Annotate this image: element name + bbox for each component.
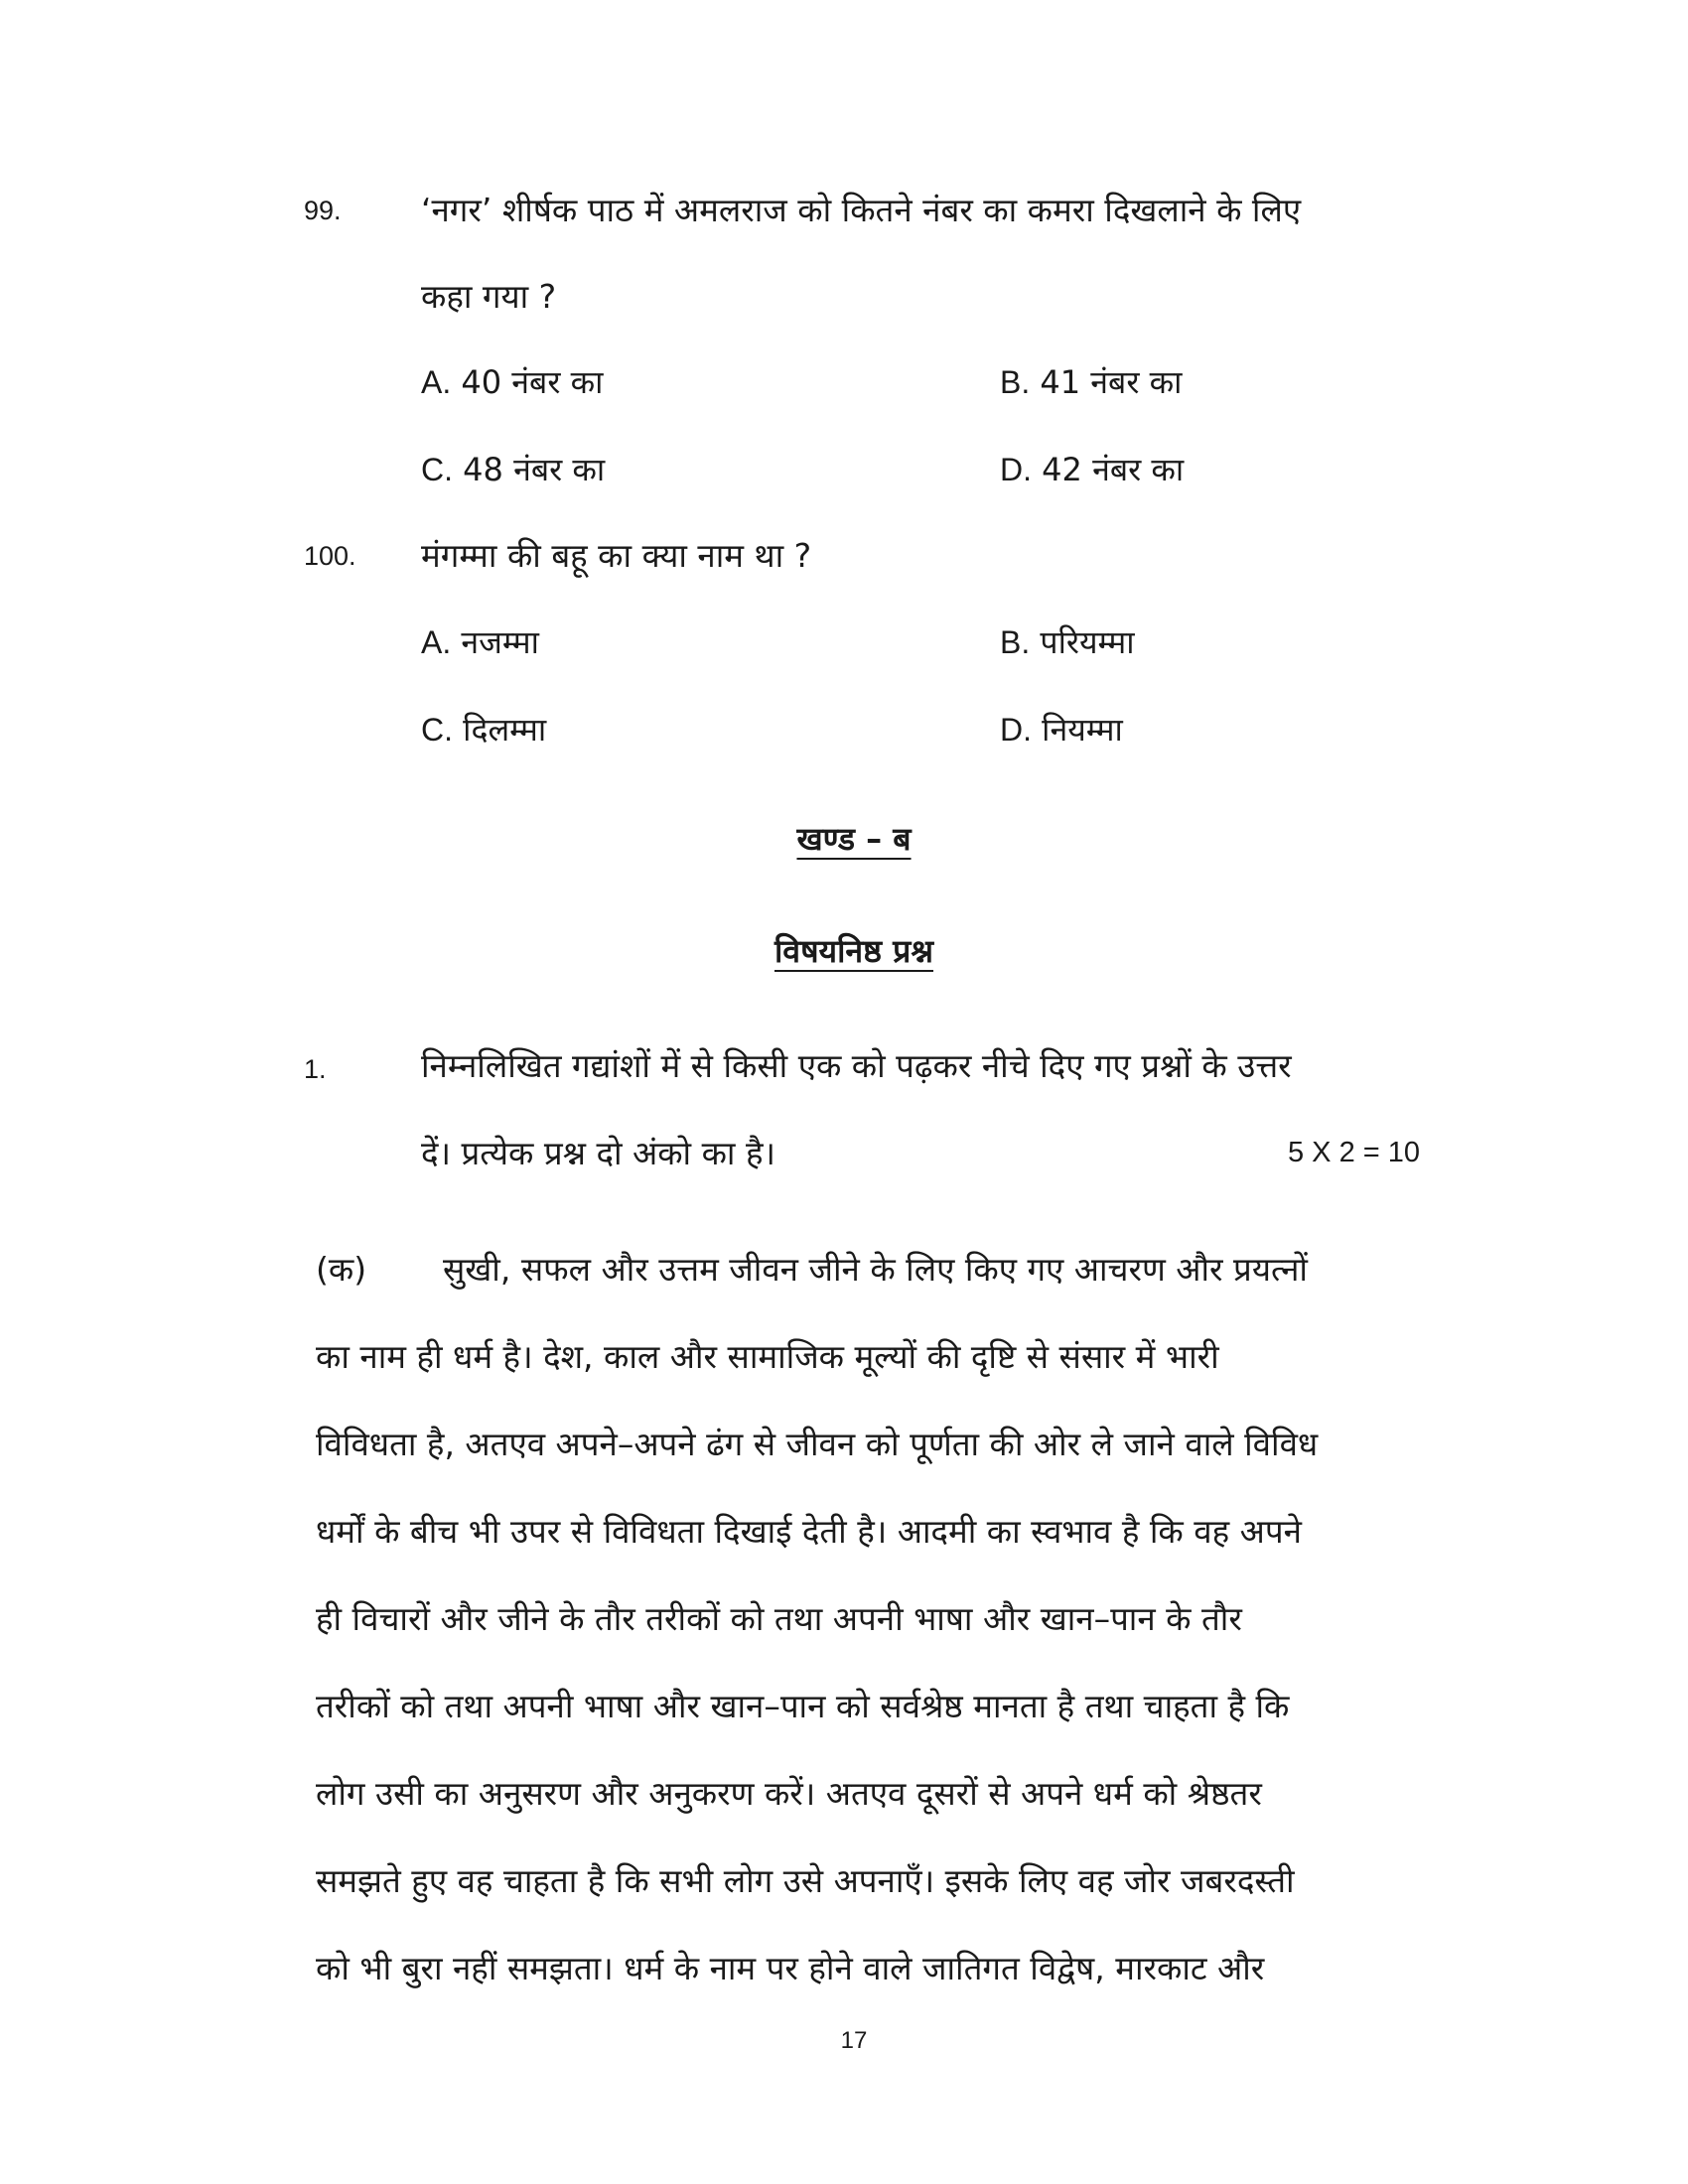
passage-line: लोग उसी का अनुसरण और अनुकरण करें। अतएव दूसरों से अपने धर्म को श्रेष्ठतर (316, 1774, 1262, 1813)
option-letter: D. (1000, 712, 1032, 748)
question-100-option-c (421, 708, 546, 751)
question-99-text-line1: ‘नगर’ शीर्षक पाठ में अमलराज को कितने नंबर का कमरा दिखलाने के लिए (421, 191, 1302, 229)
subjective-question-line1: निम्नलिखित गद्यांशों में से किसी एक को पढ़कर नीचे दिए गए प्रश्नों के उत्तर (421, 1046, 1292, 1085)
question-99-text-line2: कहा गया ? (421, 277, 557, 316)
passage-line: तरीकों को तथा अपनी भाषा और खान–पान को सर्वश्रेष्ठ मानता है तथा चाहता है कि (316, 1687, 1290, 1725)
option-text: दिलम्मा (463, 711, 547, 749)
question-99-option-c (421, 448, 605, 490)
option-text: नियम्मा (1042, 711, 1123, 749)
section-subtitle: विषयनिष्ठ प्रश्न (774, 932, 933, 970)
passage-line: विविधता है, अतएव अपने–अपने ढंग से जीवन को पूर्णता की ओर ले जाने वाले विविध (316, 1425, 1319, 1463)
passage-label: (क) (316, 1250, 367, 1289)
question-number-100: 100. (304, 541, 356, 571)
option-letter: A. (421, 364, 452, 400)
subjective-question-line2: दें। प्रत्येक प्रश्न दो अंको का है। (421, 1134, 776, 1172)
page-number: 17 (840, 2027, 868, 2054)
subjective-question-number: 1. (304, 1054, 327, 1084)
question-99-option-a (421, 360, 603, 403)
option-text: नजम्मा (461, 623, 539, 661)
passage-line: धर्मों के बीच भी उपर से विविधता दिखाई देती है। आदमी का स्वभाव है कि वह अपने (316, 1512, 1302, 1551)
option-letter: C. (421, 452, 453, 487)
option-text: परियम्मा (1040, 623, 1135, 661)
passage-line: को भी बुरा नहीं समझता। धर्म के नाम पर होने वाले जातिगत विद्वेष, मारकाट और (316, 1949, 1265, 1987)
passage-line: सुखी, सफल और उत्तम जीवन जीने के लिए किए गए आचरण और प्रयत्नों (443, 1250, 1308, 1289)
question-100-text: मंगम्मा की बहू का क्या नाम था ? (421, 536, 812, 575)
question-99-option-d (1000, 448, 1184, 490)
option-letter: D. (1000, 452, 1032, 487)
option-text: 40 नंबर का (461, 363, 604, 401)
question-100-option-b (1000, 620, 1135, 663)
question-100-option-d (1000, 708, 1123, 751)
question-number-99: 99. (304, 196, 342, 225)
section-title: खण्ड – ब (796, 820, 912, 858)
passage-line: समझते हुए वह चाहता है कि सभी लोग उसे अपनाएँ। इसके लिए वह जोर जबरदस्ती (316, 1861, 1295, 1900)
question-100-option-a (421, 620, 539, 663)
question-99-option-b (1000, 360, 1182, 403)
option-text: 48 नंबर का (463, 451, 606, 488)
marks-allocation: 5 X 2 = 10 (1288, 1137, 1421, 1168)
option-letter: C. (421, 712, 453, 748)
option-letter: B. (1000, 364, 1031, 400)
option-text: 42 नंबर का (1042, 451, 1185, 488)
passage-line: का नाम ही धर्म है। देश, काल और सामाजिक मूल्यों की दृष्टि से संसार में भारी (316, 1337, 1219, 1376)
option-letter: A. (421, 624, 452, 660)
option-text: 41 नंबर का (1040, 363, 1183, 401)
passage-line: ही विचारों और जीने के तौर तरीकों को तथा अपनी भाषा और खान–पान के तौर (316, 1599, 1242, 1638)
option-letter: B. (1000, 624, 1031, 660)
